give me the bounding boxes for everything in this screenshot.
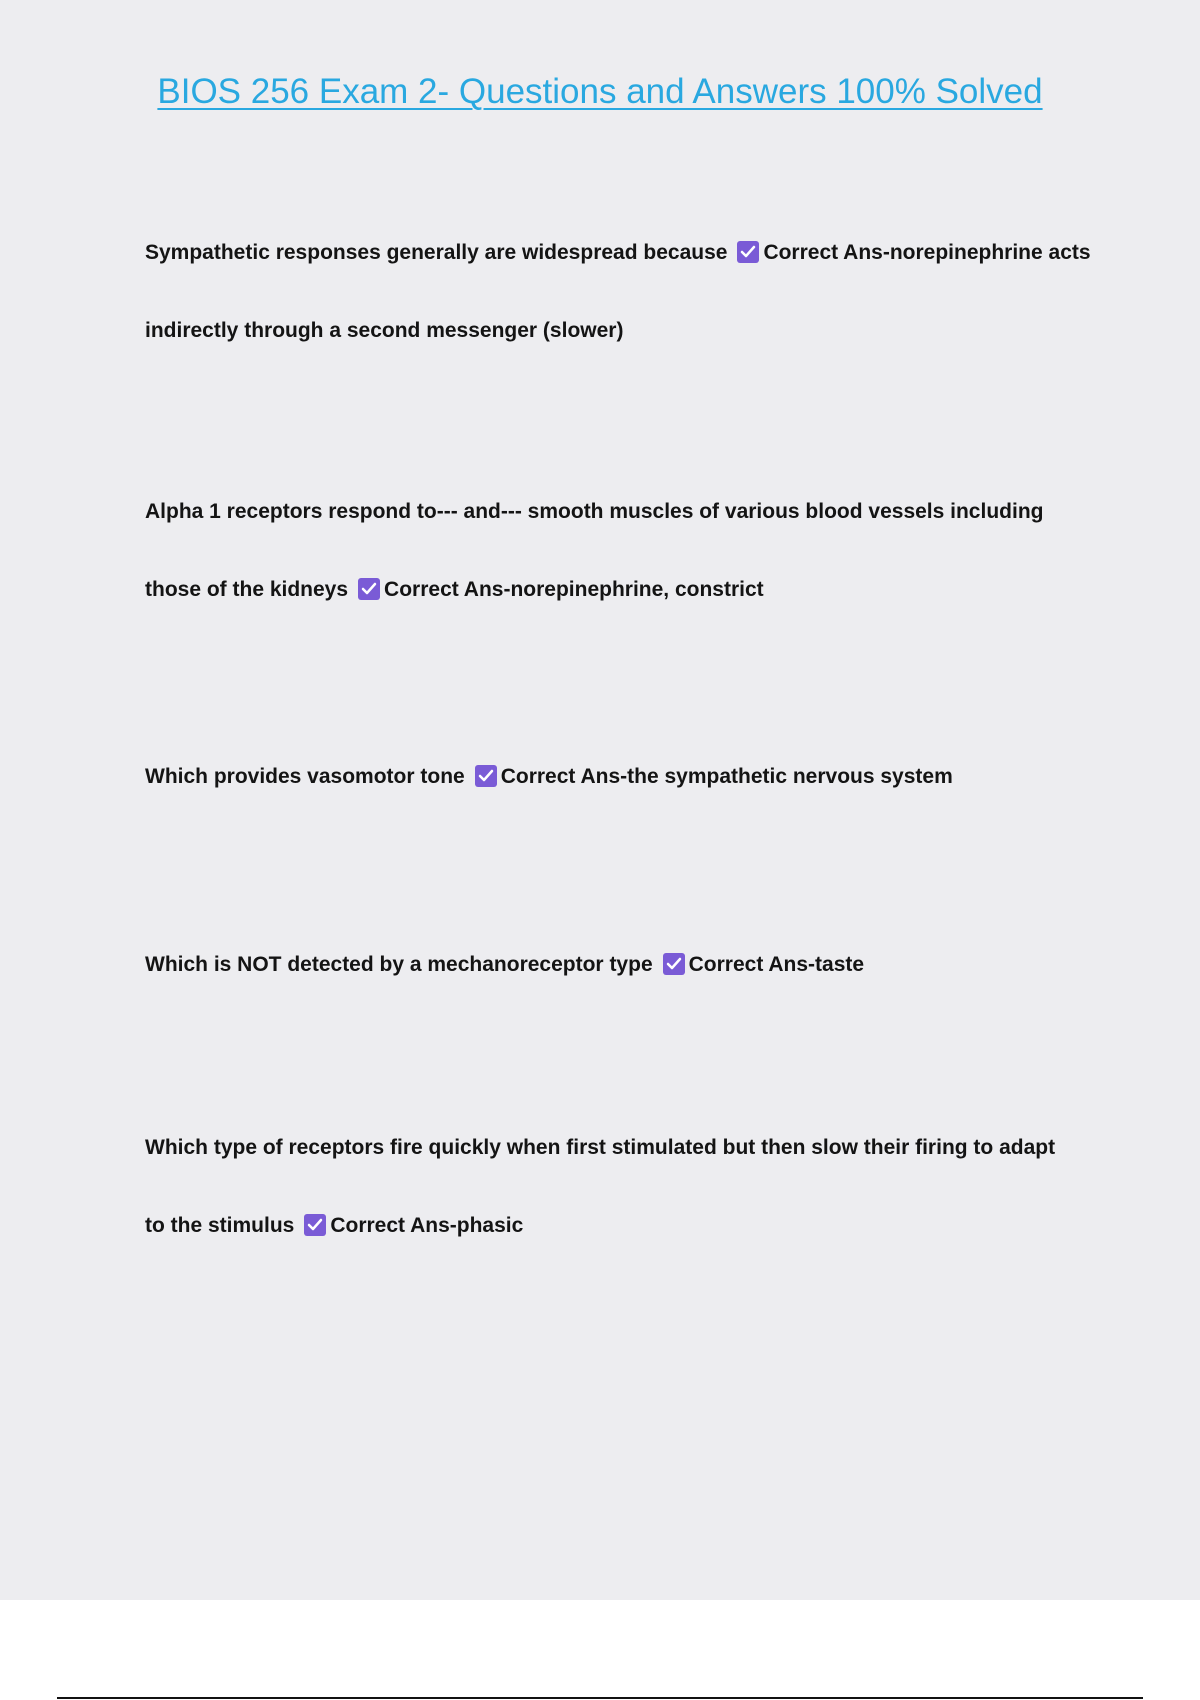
question-line	[145, 292, 1095, 370]
question-line	[145, 926, 1095, 1004]
question-text: Sympathetic responses generally are widespread because	[145, 241, 728, 264]
checkbox-checked-icon	[475, 765, 497, 787]
question-line	[145, 1109, 1095, 1187]
answer-text: Correct Ans-taste	[688, 953, 865, 976]
question-text: Which is NOT detected by a mechanoreceptor type	[145, 953, 653, 976]
answer-text-continued: indirectly through a second messenger (slower)	[145, 319, 624, 342]
qa-item-2	[145, 473, 1095, 629]
answer-text: Correct Ans-phasic	[330, 1214, 524, 1237]
qa-item-1	[145, 214, 1095, 370]
question-text-continued: those of the kidneys	[145, 578, 349, 601]
question-line	[145, 214, 1095, 292]
question-text: Which provides vasomotor tone	[145, 765, 465, 788]
answer-text: Correct Ans-norepinephrine acts	[763, 241, 1091, 264]
question-line	[145, 1187, 1095, 1265]
question-text: Which type of receptors fire quickly when first stimulated but then slow their firing to adapt	[145, 1136, 1056, 1159]
answer-text: Correct Ans-norepinephrine, constrict	[384, 578, 764, 601]
checkbox-checked-icon	[304, 1214, 326, 1236]
checkbox-checked-icon	[737, 241, 759, 263]
qa-item-3	[145, 738, 1095, 816]
document-title: BIOS 256 Exam 2- Questions and Answers 100% Solved	[157, 72, 1043, 111]
question-line	[145, 738, 1095, 816]
question-line	[145, 473, 1095, 551]
footer-divider	[57, 1697, 1143, 1699]
question-text-continued: to the stimulus	[145, 1214, 295, 1237]
qa-item-5	[145, 1109, 1095, 1265]
checkbox-checked-icon	[663, 953, 685, 975]
qa-item-4	[145, 926, 1095, 1004]
question-text: Alpha 1 receptors respond to--- and--- smooth muscles of various blood vessels including	[145, 500, 1044, 523]
answer-text: Correct Ans-the sympathetic nervous system	[500, 765, 953, 788]
question-line	[145, 551, 1095, 629]
checkbox-checked-icon	[358, 578, 380, 600]
